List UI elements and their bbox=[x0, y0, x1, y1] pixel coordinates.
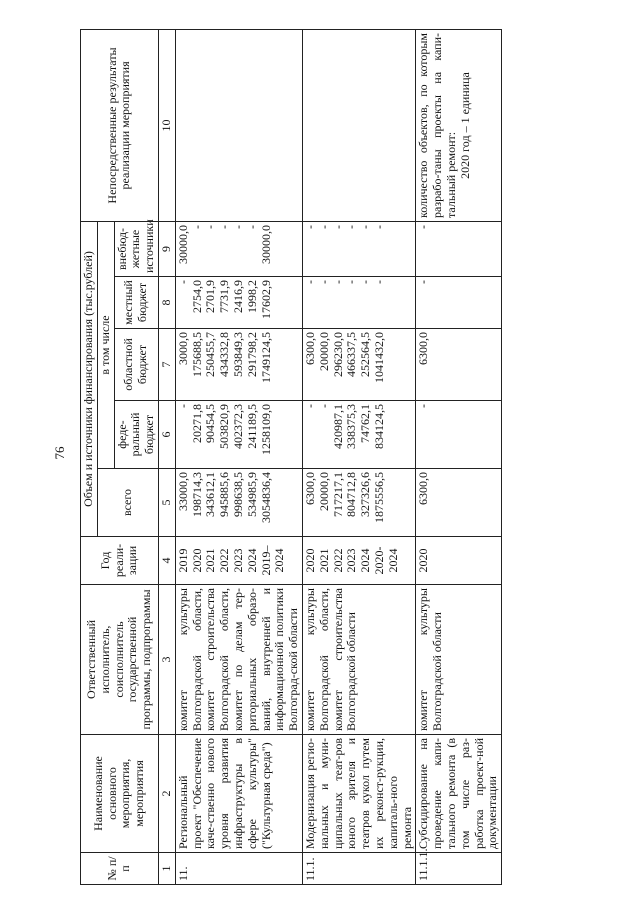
header-obl: областной бюджет bbox=[114, 329, 158, 401]
row-federal bbox=[416, 401, 502, 469]
row-extrabudget-value: - bbox=[230, 224, 245, 229]
row-regional-value: 20000,0 bbox=[316, 332, 331, 371]
row-federal-value: 1258109,0 bbox=[258, 404, 273, 455]
row-total-value: 6300,0 bbox=[302, 472, 317, 505]
col-num-5: 5 bbox=[158, 469, 175, 537]
result-text-year: 2020 год – 1 единица bbox=[457, 72, 472, 179]
row-years-value: 2023 bbox=[344, 548, 359, 573]
row-regional-value: 6300,0 bbox=[416, 332, 431, 365]
row-extrabudget-value: - bbox=[203, 224, 218, 229]
row-name: Региональный проект "Обеспечение каче-ственно нового уровня развития инфраструктуры в сфере культуры" ("Культурная среда") bbox=[175, 735, 302, 853]
col-num-8: 8 bbox=[158, 277, 175, 329]
row-regional-value: 1749124,5 bbox=[258, 332, 273, 383]
row-local-value: 2701,9 bbox=[203, 280, 218, 313]
table-row bbox=[302, 29, 415, 884]
header-num: № п/п bbox=[81, 853, 159, 885]
row-extrabudget-value: - bbox=[316, 224, 331, 229]
row-local-value: - bbox=[330, 280, 345, 284]
row-total-value: 20000,0 bbox=[316, 472, 331, 511]
col-num-9: 9 bbox=[158, 221, 175, 276]
row-local bbox=[416, 277, 502, 329]
col-num-10: 10 bbox=[158, 29, 175, 221]
row-federal-value: 90454,5 bbox=[203, 404, 218, 443]
row-federal-value: 402372,3 bbox=[230, 404, 245, 449]
row-result bbox=[175, 29, 302, 221]
row-federal-value: 74762,1 bbox=[358, 404, 373, 443]
row-years-value: 2021 bbox=[203, 548, 218, 573]
row-regional-value: 252564,5 bbox=[358, 332, 373, 377]
row-federal-value: 503820,9 bbox=[217, 404, 232, 449]
row-years bbox=[175, 537, 302, 585]
row-total-value: 343612,1 bbox=[203, 472, 218, 517]
column-number-row bbox=[158, 29, 175, 884]
page-number: 76 bbox=[52, 446, 67, 460]
row-total-value: 33000,0 bbox=[175, 472, 190, 511]
row-number: 11. bbox=[175, 853, 302, 885]
row-regional-value: 593849,3 bbox=[230, 332, 245, 377]
row-federal-value bbox=[387, 404, 401, 465]
col-num-4: 4 bbox=[158, 537, 175, 585]
row-result bbox=[302, 29, 415, 221]
header-finance: Объем и источники финансирования (тыс.рублей) bbox=[81, 221, 98, 536]
row-total-value: 998638,5 bbox=[230, 472, 245, 517]
row-federal-value: 20271,8 bbox=[189, 404, 204, 443]
row-local-value: - bbox=[316, 280, 331, 284]
row-years-value: 2022 bbox=[217, 548, 232, 573]
row-regional-value: 291798,2 bbox=[244, 332, 259, 377]
col-num-6: 6 bbox=[158, 401, 175, 469]
col-num-1: 1 bbox=[158, 853, 175, 885]
row-executor: комитет культуры Волгоградской области bbox=[416, 585, 502, 735]
row-years-value: 2024 bbox=[358, 548, 373, 573]
row-local-value: - bbox=[358, 280, 373, 284]
row-extrabudget-value: - bbox=[416, 224, 431, 229]
row-years-value: 2022 bbox=[330, 548, 345, 573]
row-extrabudget-value bbox=[387, 225, 401, 273]
row-regional bbox=[175, 329, 302, 401]
row-years bbox=[416, 537, 502, 585]
row-extrabudget bbox=[302, 221, 415, 276]
header-year: Год реали-зации bbox=[81, 537, 159, 585]
row-total-value: 1875556,5 bbox=[371, 472, 386, 523]
header-fed: феде-ральный бюджет bbox=[114, 401, 158, 469]
table-row bbox=[416, 29, 502, 884]
row-total-value bbox=[387, 472, 401, 533]
row-regional-value: 434332,8 bbox=[217, 332, 232, 377]
row-regional-value: 466337,5 bbox=[344, 332, 359, 377]
row-regional-value bbox=[387, 332, 401, 397]
row-federal-value: - bbox=[316, 404, 331, 408]
row-extrabudget-value: - bbox=[244, 224, 259, 229]
row-federal-value: 338375,3 bbox=[344, 404, 359, 449]
row-total-value: 327326,6 bbox=[358, 472, 373, 517]
row-federal-value: 834124,5 bbox=[371, 404, 386, 449]
row-local-value: 1998,2 bbox=[244, 280, 259, 313]
header-local: местный бюджет bbox=[114, 277, 158, 329]
row-extrabudget-value: - bbox=[371, 224, 386, 229]
row-local-value: - bbox=[302, 280, 317, 284]
row-federal bbox=[175, 401, 302, 469]
row-total-value bbox=[273, 472, 287, 533]
row-federal-value: 420987,1 bbox=[330, 404, 345, 449]
row-local bbox=[302, 277, 415, 329]
row-federal-value bbox=[273, 404, 287, 465]
row-regional-value: 250455,7 bbox=[203, 332, 218, 377]
row-regional-value bbox=[273, 332, 287, 397]
row-local-value: 7731,9 bbox=[217, 280, 232, 313]
row-years-value: 2019 bbox=[175, 548, 190, 573]
row-total-value: 945885,6 bbox=[217, 472, 232, 517]
col-num-2: 2 bbox=[158, 735, 175, 853]
col-num-3: 3 bbox=[158, 585, 175, 735]
row-local-value: 2754,0 bbox=[189, 280, 204, 313]
row-executor: комитет культуры Волгоградской области, комитет строительства Волгоградской области, комитет по делам тер-риториальных образо-ваний, внутренней и информационной политики Волгоград-ской области bbox=[175, 585, 302, 735]
row-extrabudget-value: - bbox=[358, 224, 373, 229]
row-total-value: 534985,9 bbox=[244, 472, 259, 517]
row-result bbox=[416, 29, 502, 221]
row-regional-value: 296230,0 bbox=[330, 332, 345, 377]
row-local-value: 2416,9 bbox=[230, 280, 245, 313]
row-number: 11.1.1. bbox=[416, 853, 502, 885]
row-name: Субсидирование на проведение капи-тального ремонта (в том числе раз-работка проект-ной документации bbox=[416, 735, 502, 853]
row-total-value: 3054836,4 bbox=[258, 472, 273, 523]
row-local-value: - bbox=[175, 280, 190, 284]
row-extrabudget-value: - bbox=[302, 224, 317, 229]
header-total: всего bbox=[97, 469, 158, 537]
header-name: Наименование основного мероприятия, мероприятия bbox=[81, 735, 159, 853]
row-extrabudget bbox=[175, 221, 302, 276]
row-extrabudget bbox=[416, 221, 502, 276]
header-incl: в том числе bbox=[97, 221, 114, 468]
row-regional bbox=[416, 329, 502, 401]
row-total-value: 198714,3 bbox=[189, 472, 204, 517]
row-years-value: 2024 bbox=[385, 548, 400, 573]
row-regional-value: 1041432,0 bbox=[371, 332, 386, 383]
row-federal-value: 241189,5 bbox=[244, 404, 259, 449]
row-total-value: 717217,1 bbox=[330, 472, 345, 517]
row-local-value: 17602,9 bbox=[258, 280, 273, 319]
row-local-value: - bbox=[344, 280, 359, 284]
header-exec: Ответственный исполнитель, соисполнитель государственной программы, подпрограммы bbox=[81, 585, 159, 735]
row-extrabudget-value: 30000,0 bbox=[258, 224, 273, 264]
row-years-value: 2023 bbox=[230, 548, 245, 573]
row-local-value bbox=[387, 280, 401, 325]
row-total-value: 804712,8 bbox=[344, 472, 359, 517]
row-local bbox=[175, 277, 302, 329]
row-total bbox=[175, 469, 302, 537]
row-years-value: 2024 bbox=[272, 548, 287, 573]
col-num-7: 7 bbox=[158, 329, 175, 401]
row-regional bbox=[302, 329, 415, 401]
row-local-value: - bbox=[416, 280, 431, 284]
row-years-value: 2020 bbox=[416, 548, 431, 573]
row-total bbox=[416, 469, 502, 537]
row-extrabudget-value: - bbox=[217, 224, 232, 229]
row-years-value: 2020 bbox=[189, 548, 204, 573]
row-federal-value: - bbox=[302, 404, 317, 408]
row-total bbox=[302, 469, 415, 537]
row-executor: комитет культуры Волгоградской области, комитет строительства Волгоградской области bbox=[302, 585, 415, 735]
row-years-value: 2024 bbox=[244, 548, 259, 573]
financing-table bbox=[80, 29, 502, 885]
row-regional-value: 175688,5 bbox=[189, 332, 204, 377]
row-local-value bbox=[273, 280, 287, 325]
row-years-value: 2021 bbox=[316, 548, 331, 573]
row-name: Модернизация регио-нальных и муни-ципальных теат-ров юного зрителя и театров кукол путем их реконст-рукции, капиталь-ного ремонта bbox=[302, 735, 415, 853]
table-row bbox=[175, 29, 302, 884]
rotated-table-container bbox=[80, 30, 625, 885]
row-total-value: 6300,0 bbox=[416, 472, 431, 505]
row-regional-value: 3000,0 bbox=[175, 332, 190, 365]
row-years-value: 2020 bbox=[302, 548, 317, 573]
header-extra: внебюд-жетные источники bbox=[114, 221, 158, 276]
row-federal-value: - bbox=[175, 404, 190, 408]
header-result: Непосредственные результаты реализации мероприятия bbox=[81, 29, 159, 221]
row-years-value: 2020- bbox=[371, 546, 386, 575]
row-extrabudget-value: 30000,0 bbox=[175, 224, 190, 264]
row-federal-value: - bbox=[416, 404, 431, 408]
row-regional-value: 6300,0 bbox=[302, 332, 317, 365]
row-extrabudget-value: - bbox=[330, 224, 345, 229]
row-extrabudget-value: - bbox=[344, 224, 359, 229]
row-number: 11.1. bbox=[302, 853, 415, 885]
row-federal bbox=[302, 401, 415, 469]
result-text: количество объектов, по которым разрабо-таны проекты на капи-тальный ремонт: bbox=[416, 32, 458, 218]
row-extrabudget-value: - bbox=[189, 224, 204, 229]
row-years-value: 2019– bbox=[258, 545, 273, 576]
row-years bbox=[302, 537, 415, 585]
row-extrabudget-value bbox=[273, 225, 287, 273]
row-local-value: - bbox=[371, 280, 386, 284]
